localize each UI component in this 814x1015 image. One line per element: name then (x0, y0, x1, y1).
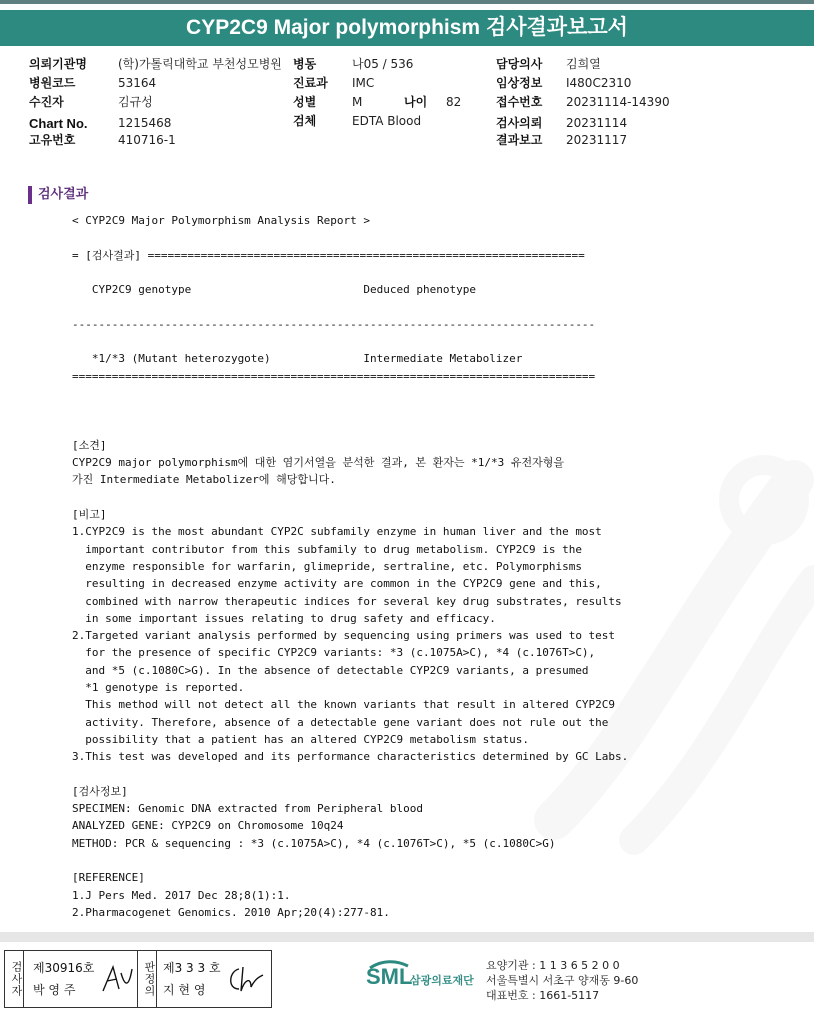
sex-label: 성별 (293, 95, 317, 109)
report-line (72, 229, 632, 246)
page-title: CYP2C9 Major polymorphism 검사결과보고서 (0, 10, 814, 46)
report-line: CYP2C9 major polymorphism에 대한 염기서열을 분석한 결과, 본 환자는 *1/*3 유전자형을 (72, 456, 565, 470)
tester-number: 제30916호 (33, 961, 95, 975)
top-border (0, 0, 814, 4)
report-line: in some important issues relating to drug safety and efficacy. (72, 611, 496, 625)
age-label: 나이 (404, 95, 428, 109)
foundation-name: 삼광의료재단 (410, 974, 474, 987)
report-line: [소견] (72, 438, 107, 452)
patient-info (0, 54, 814, 154)
report-line (72, 385, 632, 402)
unique-value: 410716-1 (118, 133, 176, 147)
report-line (72, 489, 632, 506)
report-line: This method will not detect all the known variants that result in altered CYP2C9 (72, 698, 616, 712)
section-title: 검사결과 (28, 186, 88, 204)
ward-value: 나05 / 536 (352, 57, 414, 71)
report-line: 2.Pharmacogenet Genomics. 2010 Apr;20(4):277-81. (72, 905, 390, 919)
report-line: [검사정보] (72, 784, 128, 798)
tester-signature-icon (101, 963, 135, 997)
reviewer-label (137, 951, 157, 1007)
sml-logo (366, 958, 486, 998)
reviewer-name: 지 현 영 (163, 983, 206, 997)
tester-name: 박 영 주 (33, 983, 76, 997)
report-line: 1.J Pers Med. 2017 Dec 28;8(1):1. (72, 888, 291, 902)
specimen-label: 검체 (293, 114, 317, 128)
sml-logo-text: SML (366, 964, 413, 989)
report-line: 2.Targeted variant analysis performed by sequencing using primers was used to test (72, 629, 616, 643)
department-value: IMC (352, 76, 375, 90)
patient-label: 수진자 (29, 95, 64, 109)
report-line: 3.This test was developed and its performance characteristics determined by GC Labs. (72, 750, 629, 764)
report-date-value: 20231117 (566, 133, 628, 147)
clinical-info-value: I480C2310 (566, 76, 632, 90)
report-line: [REFERENCE] (72, 871, 145, 885)
address: 서울특별시 서초구 양재동 9-60 (486, 974, 639, 987)
chart-value: 1215468 (118, 116, 172, 130)
doctor-value: 김희열 (566, 57, 601, 71)
report-line: activity. Therefore, absence of a detectable gene variant does not rule out the (72, 715, 609, 729)
report-line (72, 852, 632, 869)
report-line: < CYP2C9 Major Polymorphism Analysis Report > (72, 214, 371, 227)
receipt-label: 접수번호 (496, 95, 543, 109)
report-line: enzyme responsible for warfarin, glimepride, sertraline, etc. Polymorphisms (72, 559, 582, 573)
agency-number: 요양기관 : 1 1 3 6 5 2 0 0 (486, 959, 620, 972)
report-line: for the presence of specific CYP2C9 variants: *3 (c.1075A>C), *4 (c.1076T>C), (72, 646, 596, 660)
hospital-code-value: 53164 (118, 76, 157, 90)
report-line (72, 420, 632, 437)
report-line: combined with narrow therapeutic indices for several key drug substrates, results (72, 594, 622, 608)
doctor-label: 담당의사 (496, 57, 543, 71)
report-line (72, 264, 632, 281)
report-line: resulting in decreased enzyme activity are common in the CYP2C9 gene and this, (72, 577, 602, 591)
report-line: =============================================================================== (72, 369, 596, 383)
report-line: and *5 (c.1080C>G). In the absence of detectable CYP2C9 variants, a presumed (72, 663, 589, 677)
age-value: 82 (446, 95, 462, 109)
reviewer-label-text: 판정의 (143, 961, 156, 997)
report-line (72, 298, 632, 315)
request-date-label: 검사의뢰 (496, 116, 543, 130)
sex-value: M (352, 95, 363, 109)
phone-number: 대표번호 : 1661-5117 (486, 989, 600, 1002)
report-line: = [검사결과] ================================================================== (72, 248, 585, 262)
report-line: 가진 Intermediate Metabolizer에 해당합니다. (72, 473, 336, 487)
report-line: METHOD: PCR & sequencing : *3 (c.1075A>C), *4 (c.1076T>C), *5 (c.1080C>G) (72, 836, 556, 850)
report-line: 1.CYP2C9 is the most abundant CYP2C subfamily enzyme in human liver and the most (72, 525, 602, 539)
report-line: SPECIMEN: Genomic DNA extracted from Peripheral blood (72, 802, 423, 816)
report-body (72, 212, 632, 921)
report-line: *1/*3 (Mutant heterozygote) Intermediate Metabolizer (72, 352, 523, 366)
request-date-value: 20231114 (566, 116, 628, 130)
report-line: important contributor from this subfamily to drug metabolism. CYP2C9 is the (72, 542, 582, 556)
hospital-code-label: 병원코드 (29, 76, 76, 90)
receipt-value: 20231114-14390 (566, 95, 670, 109)
specimen-value: EDTA Blood (352, 114, 422, 128)
signature-box (4, 950, 272, 1008)
report-line: [비고] (72, 508, 107, 522)
tester-label-text: 검사자 (10, 961, 23, 997)
reviewer-signature-icon (225, 963, 265, 997)
patient-value: 김규성 (118, 95, 153, 109)
clinical-info-label: 임상정보 (496, 76, 543, 90)
footer-divider (0, 932, 814, 942)
department-label: 진료과 (293, 76, 328, 90)
report-date-label: 결과보고 (496, 133, 543, 147)
institution-label: 의뢰기관명 (29, 57, 87, 71)
institution-value: (학)가톨릭대학교 부천성모병원 (118, 57, 282, 71)
tester-label (5, 951, 24, 1007)
unique-label: 고유번호 (29, 133, 76, 147)
report-line (72, 333, 632, 350)
report-line: CYP2C9 genotype Deduced phenotype (72, 283, 476, 297)
report-line: ANALYZED GENE: CYP2C9 on Chromosome 10q24 (72, 819, 344, 833)
report-line: possibility that a patient has an altered CYP2C9 metabolism status. (72, 732, 529, 746)
report-line: *1 genotype is reported. (72, 681, 245, 695)
report-line: ------------------------------------------------------------------------------- (72, 317, 596, 331)
reviewer-number: 제3 3 3 호 (163, 961, 221, 975)
report-line (72, 766, 632, 783)
ward-label: 병동 (293, 57, 317, 71)
contact-info (486, 958, 638, 1003)
chart-label: Chart No. (29, 116, 88, 131)
report-line (72, 402, 632, 419)
